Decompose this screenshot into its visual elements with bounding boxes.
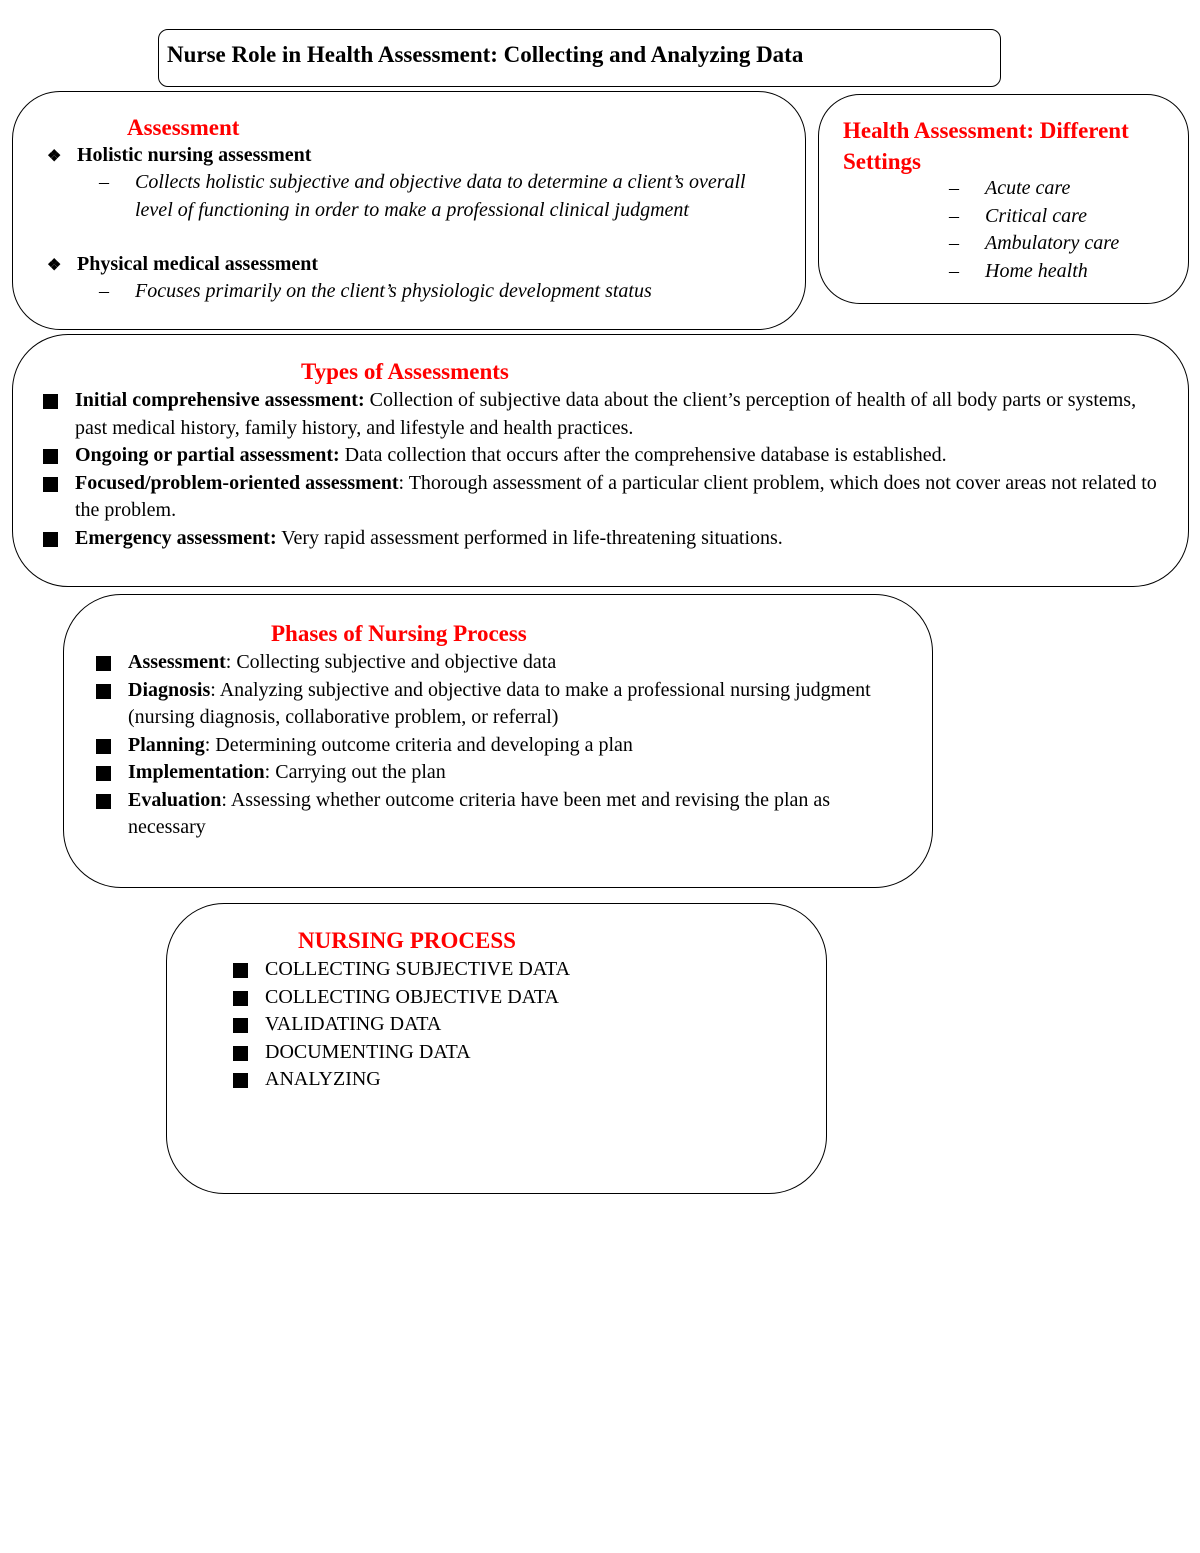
physical-assessment-label: Physical medical assessment <box>77 253 319 275</box>
list-item: Evaluation: Assessing whether outcome criteria have been met and revising the plan as necessary <box>96 787 886 842</box>
types-list <box>43 387 1163 552</box>
diamond-bullet-icon: ❖ <box>47 257 62 274</box>
page-title: Nurse Role in Health Assessment: Collecting and Analyzing Data <box>158 29 1001 87</box>
square-bullet-icon <box>96 766 111 781</box>
square-bullet-icon <box>96 739 111 754</box>
list-item: Focused/problem-oriented assessment: Thorough assessment of a particular client problem, which does not cover areas not related to the problem. <box>43 470 1163 525</box>
list-item: DOCUMENTING DATA <box>233 1039 793 1067</box>
holistic-assessment-desc: – Collects holistic subjective and objective data to determine a client’s overall level of functioning in order to make a professional clinical judgment <box>99 171 746 221</box>
phases-box <box>63 594 933 888</box>
phases-list <box>96 649 886 842</box>
holistic-assessment-item <box>47 142 311 170</box>
assessment-heading: Assessment <box>127 115 240 140</box>
dash-bullet-icon: – <box>99 280 109 302</box>
list-item: – Home health <box>949 258 1119 286</box>
types-box <box>12 334 1189 587</box>
square-bullet-icon <box>43 477 58 492</box>
nursing-process-box <box>166 903 827 1194</box>
dash-bullet-icon: – <box>949 177 959 199</box>
physical-assessment-desc: – Focuses primarily on the client’s physiologic development status <box>99 278 749 306</box>
square-bullet-icon <box>233 991 248 1006</box>
square-bullet-icon <box>233 1018 248 1033</box>
square-bullet-icon <box>233 963 248 978</box>
square-bullet-icon <box>43 394 58 409</box>
list-item: COLLECTING SUBJECTIVE DATA <box>233 956 793 984</box>
list-item: – Acute care <box>949 175 1119 203</box>
nursing-process-list <box>233 956 793 1094</box>
list-item: VALIDATING DATA <box>233 1011 793 1039</box>
settings-heading: Health Assessment: Different Settings <box>843 118 1129 174</box>
nursing-process-heading: NURSING PROCESS <box>298 928 516 953</box>
list-item: Assessment: Collecting subjective and objective data <box>96 649 886 677</box>
square-bullet-icon <box>233 1046 248 1061</box>
list-item: Planning: Determining outcome criteria and developing a plan <box>96 732 886 760</box>
square-bullet-icon <box>43 532 58 547</box>
square-bullet-icon <box>96 794 111 809</box>
square-bullet-icon <box>96 656 111 671</box>
types-heading: Types of Assessments <box>301 359 509 384</box>
list-item: Initial comprehensive assessment: Collection of subjective data about the client’s perception of health of all body parts or systems, past medical history, family history, and lifestyle and health practices. <box>43 387 1163 442</box>
dash-bullet-icon: – <box>949 259 959 282</box>
square-bullet-icon <box>96 684 111 699</box>
settings-list <box>949 175 1119 285</box>
physical-assessment-item <box>47 251 318 279</box>
list-item: – Ambulatory care <box>949 230 1119 258</box>
square-bullet-icon <box>43 449 58 464</box>
list-item: – Critical care <box>949 203 1119 231</box>
list-item: Diagnosis: Analyzing subjective and objective data to make a professional nursing judgment (nursing diagnosis, collaborative problem, or referral) <box>96 677 886 732</box>
list-item: Implementation: Carrying out the plan <box>96 759 886 787</box>
phases-heading: Phases of Nursing Process <box>271 621 527 646</box>
dash-bullet-icon: – <box>949 204 959 227</box>
holistic-assessment-label: Holistic nursing assessment <box>77 144 312 166</box>
list-item: Ongoing or partial assessment: Data collection that occurs after the comprehensive database is established. <box>43 442 1163 470</box>
assessment-box <box>12 91 806 330</box>
list-item: COLLECTING OBJECTIVE DATA <box>233 984 793 1012</box>
dash-bullet-icon: – <box>949 232 959 254</box>
dash-bullet-icon: – <box>99 171 109 193</box>
settings-box <box>818 94 1189 304</box>
list-item: ANALYZING <box>233 1066 793 1094</box>
list-item: Emergency assessment: Very rapid assessment performed in life-threatening situations. <box>43 525 1163 553</box>
diamond-bullet-icon: ❖ <box>47 148 62 165</box>
square-bullet-icon <box>233 1073 248 1088</box>
